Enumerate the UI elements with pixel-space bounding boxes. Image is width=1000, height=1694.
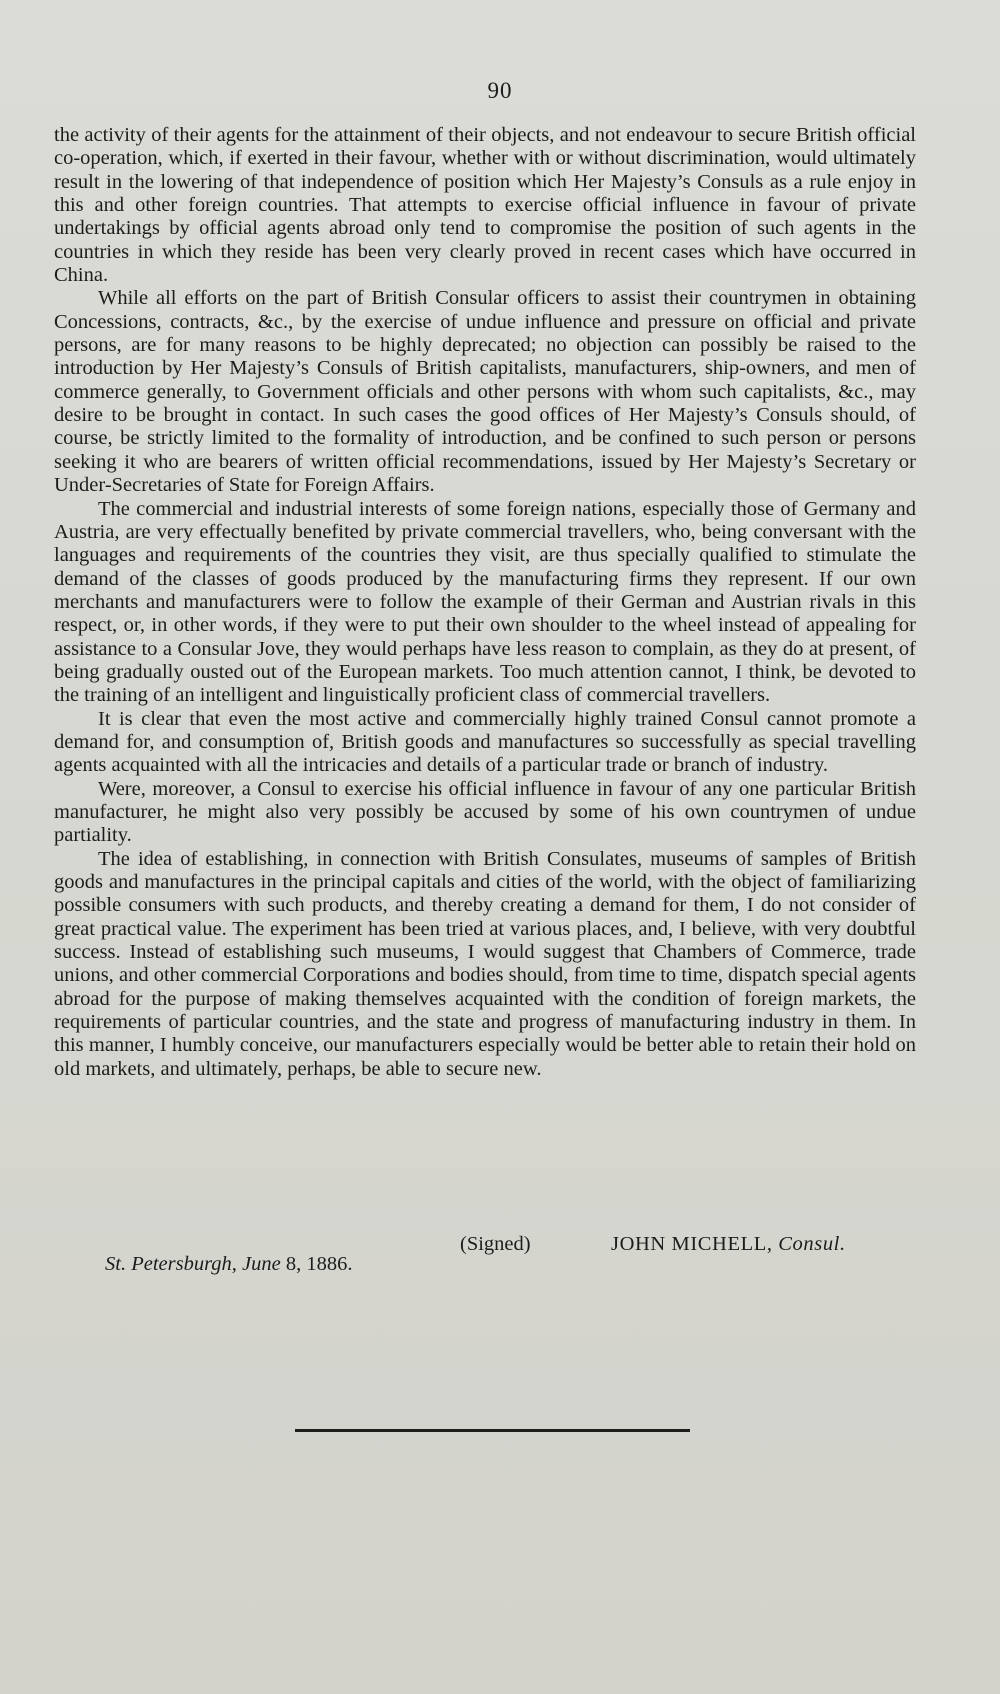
paragraph-consular-efforts: While all efforts on the part of British Consular officers to assist their countrymen in obtaining Concessions, contracts, &c., by the exercise of undue influence and pressure on official and private persons, are for many reasons to be highly deprecated; no objection can possibly be raised to the introduction by Her Majesty’s Consuls of British capitalists, manufacturers, ship-owners, and men of commerce generally, to Government officials and other persons with whom such capitalists, &c., may desire to be brought in contact. In such cases the good offices of Her Majesty’s Consuls should, of course, be strictly limited to the formality of introduction, and be confined to such person or persons seeking it who are bearers of written official recommendations, issued by Her Majesty’s Secretary or Under-Secretaries of State for Foreign Affairs. — [54, 287, 916, 497]
signed-label: (Signed) — [460, 1233, 531, 1255]
dateline-month: June — [242, 1253, 281, 1275]
signer-name: JOHN MICHELL, — [611, 1233, 773, 1255]
page-number: 90 — [487, 78, 513, 103]
signer — [611, 1233, 846, 1256]
dateline-day-year: 8, 1886. — [285, 1253, 353, 1275]
paragraph-partiality: Were, moreover, a Consul to exercise his official influence in favour of any one particular British manufacturer, he might also very possibly be accused by some of his own countrymen of undue partiality. — [54, 777, 916, 847]
signer-title: Consul. — [778, 1233, 846, 1255]
body-text — [54, 124, 916, 1081]
paragraph-continuation: the activity of their agents for the attainment of their objects, and not endeavour to secure British official co-operation, which, if exerted in their favour, whether with or without discrimination, would ultimately result in the lowering of that independence of position which Her Majesty’s Consuls as a rule enjoy in this and other foreign countries. That attempts to exercise official influence in favour of private undertakings by official agents abroad only tend to compromise the position of such agents in the countries in which they reside has been very clearly proved in recent cases which have occurred in China. — [54, 124, 916, 287]
end-rule — [295, 1429, 690, 1432]
paragraph-consul-limits: It is clear that even the most active and commercially highly trained Consul cannot promote a demand for, and consumption of, British goods and manufactures so successfully as special travelling agents acquainted with all the intricacies and details of a particular trade or branch of industry. — [54, 707, 916, 777]
dateline-place: St. Petersburgh, — [105, 1253, 237, 1275]
dateline — [105, 1253, 353, 1276]
paragraph-museums: The idea of establishing, in connection with British Consulates, museums of samples of British goods and manufactures in the principal capitals and cities of the world, with the object of familiarizing possible consumers with such products, and thereby creating a demand for them, I do not consider of great practical value. The experiment has been tried at various places, and, I believe, with very doubtful success. Instead of establishing such museums, I would suggest that Chambers of Commerce, trade unions, and other commercial Corporations and bodies should, from time to time, dispatch special agents abroad for the purpose of making themselves acquainted with the condition of foreign markets, the requirements of particular countries, and the state and progress of manufacturing industry in them. In this manner, I humbly conceive, our manufacturers especially would be better able to retain their hold on old markets, and ultimately, perhaps, be able to secure new. — [54, 847, 916, 1080]
paragraph-commercial-travellers: The commercial and industrial interests of some foreign nations, especially those of Germany and Austria, are very effectually benefited by private commercial travellers, who, being conversant with the languages and requirements of the countries they visit, are thus specially qualified to stimulate the demand of the classes of goods produced by the manufacturing firms they represent. If our own merchants and manufacturers were to follow the example of their German and Austrian rivals in this respect, or, in other words, if they were to put their own shoulder to the wheel instead of appealing for assistance to a Consular Jove, they would perhaps have less reason to complain, as they do at present, of being gradually ousted out of the European markets. Too much attention cannot, I think, be devoted to the training of an intelligent and linguistically proficient class of commercial travellers. — [54, 497, 916, 707]
